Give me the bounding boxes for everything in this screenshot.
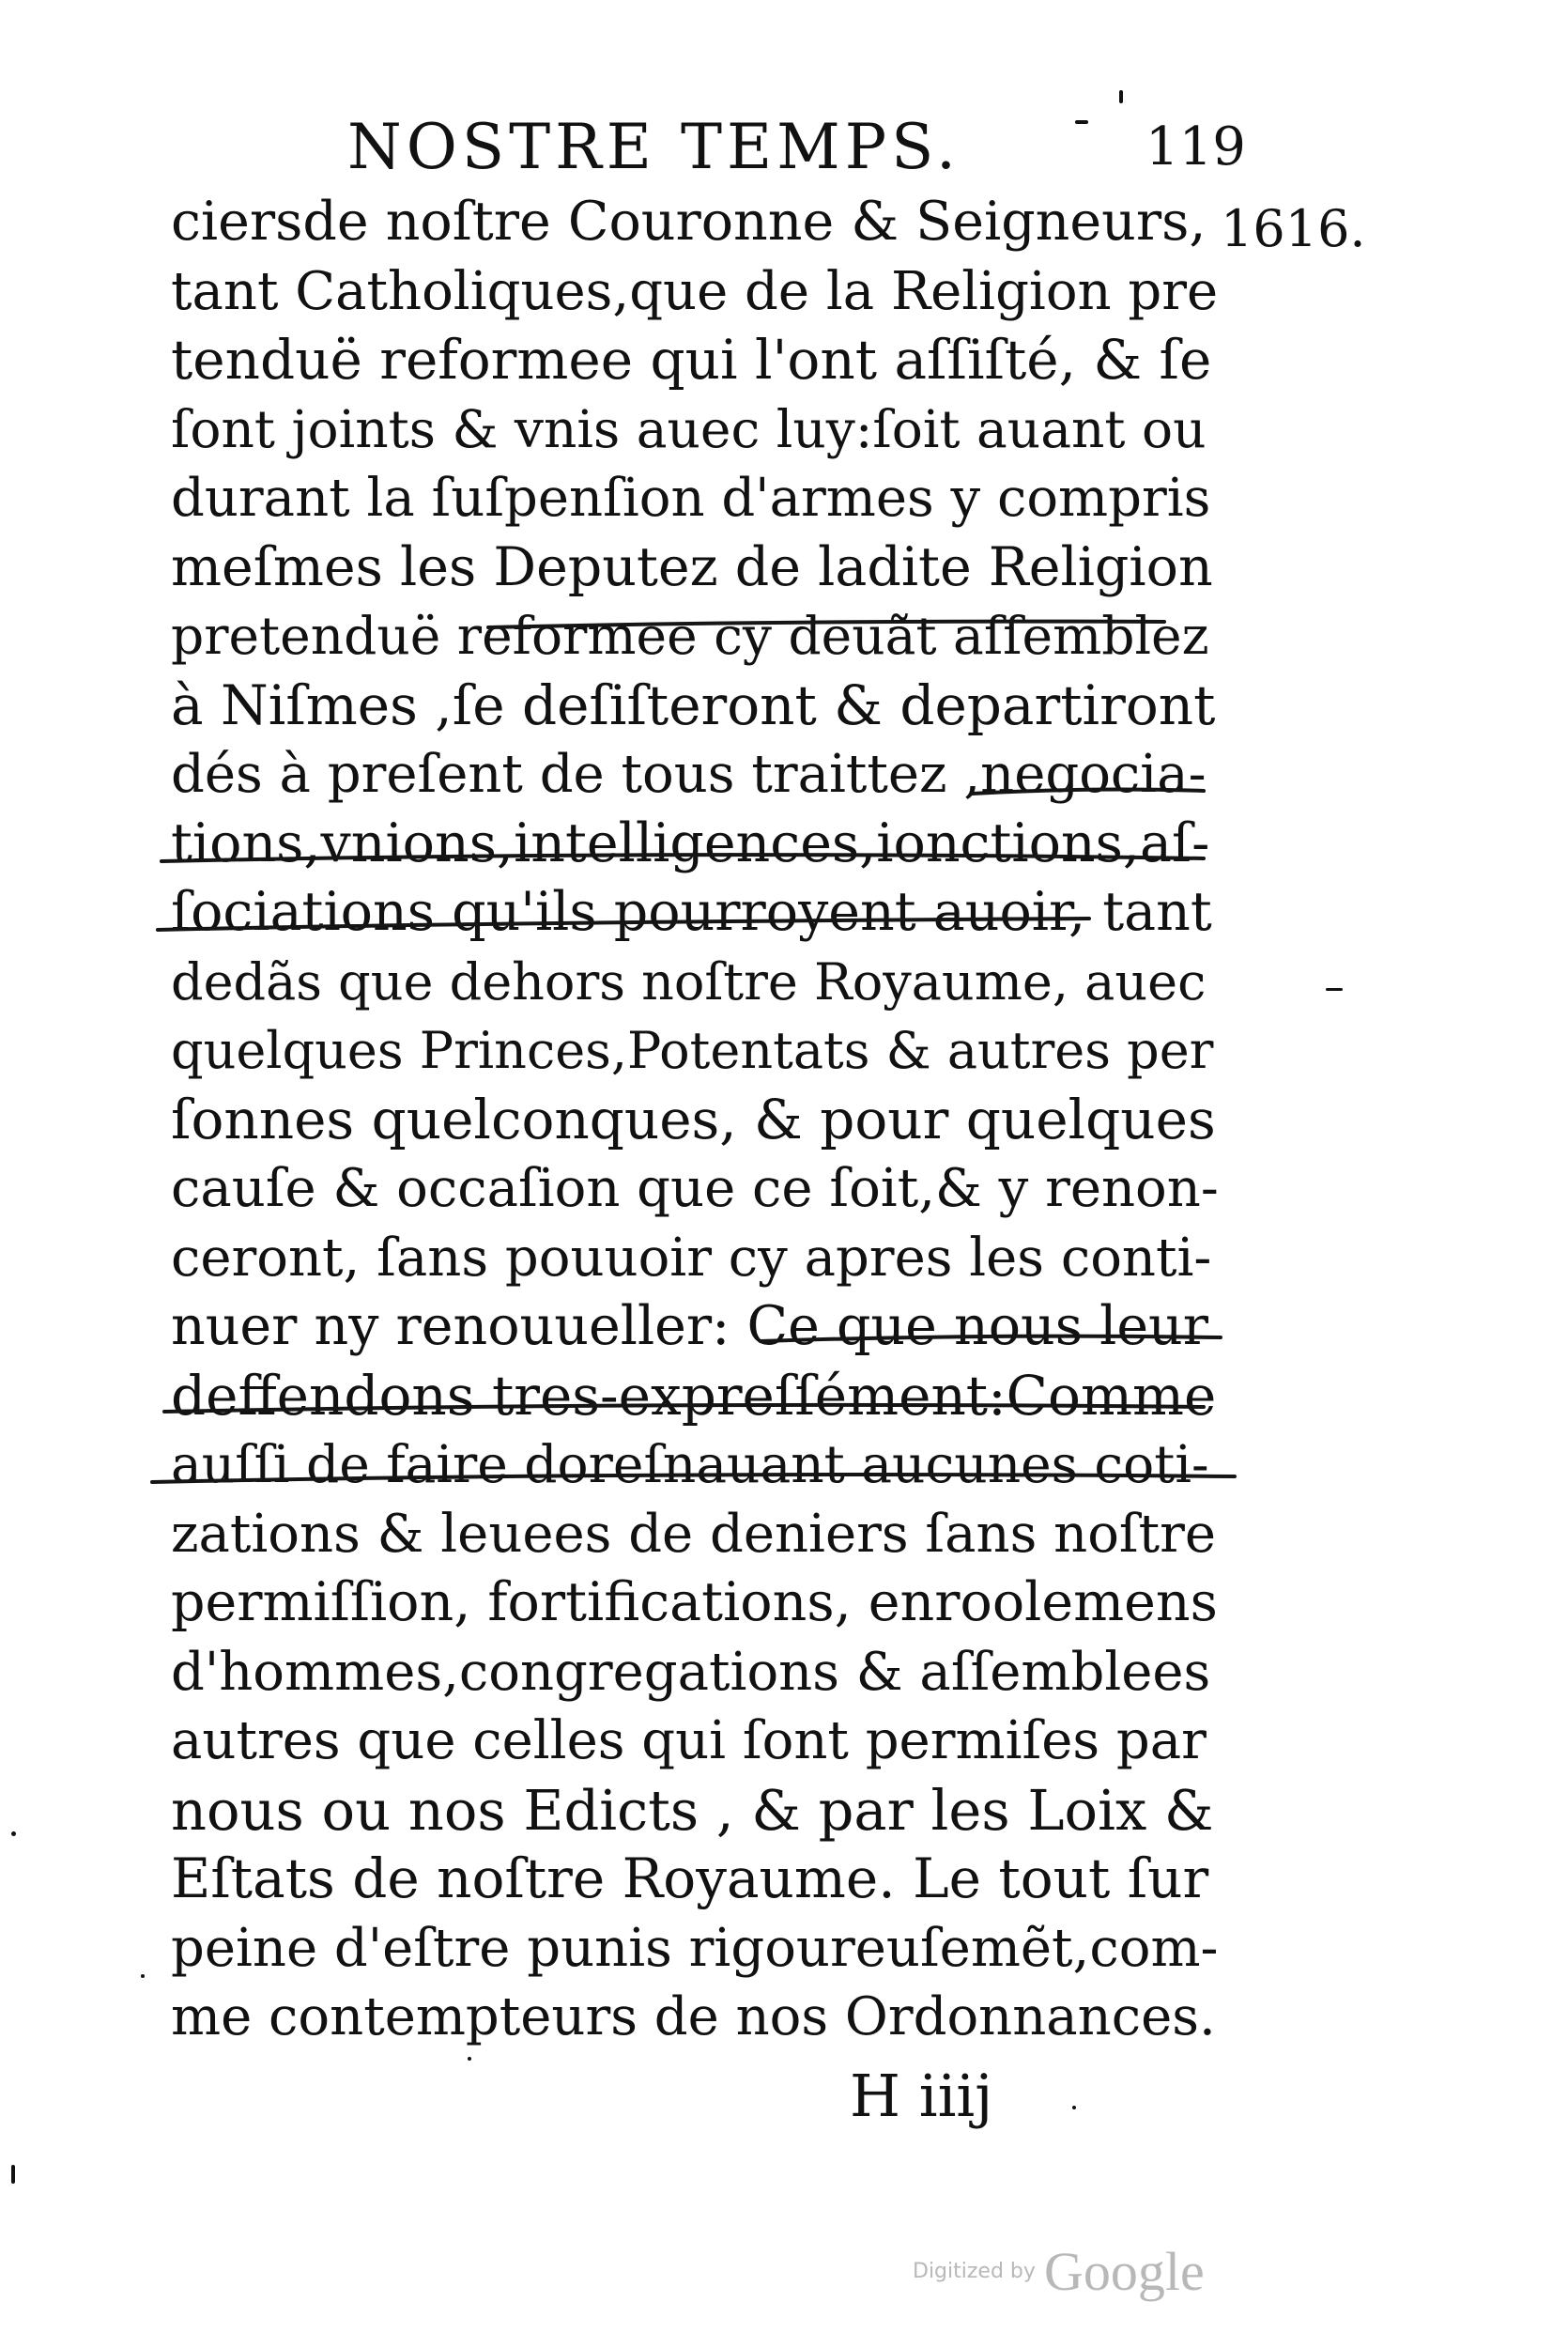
- text-line: ſociations qu'ils pourroyent auoir, tant: [171, 881, 1212, 943]
- text-line: tant Catholiques,que de la Religion pre: [171, 260, 1219, 322]
- text-line: deffendons tres-expreſſément:Comme: [171, 1363, 1217, 1428]
- signature-mark: H iiij: [850, 2062, 993, 2130]
- text-line: Eſtats de noſtre Royaume. Le tout ſur: [171, 1846, 1209, 1910]
- ink-speck: [1072, 2106, 1076, 2109]
- text-line: me contempteurs de nos Ordonnances.: [171, 1986, 1216, 2047]
- text-line: durant la ſuſpenſion d'armes y compris: [171, 468, 1211, 529]
- ink-speck: [468, 2057, 471, 2061]
- text-line: permiſſion, fortifications, enroolemens: [171, 1571, 1218, 1633]
- ink-speck: [1075, 120, 1088, 124]
- text-line: meſmes les Deputez de ladite Religion: [171, 535, 1213, 598]
- watermark-brand: Google: [1044, 2241, 1205, 2302]
- digitization-watermark: [913, 2240, 1205, 2303]
- text-line: d'hommes,congregations & aſſemblees: [171, 1641, 1211, 1703]
- text-line: quelques Princes,Potentats & autres per: [171, 1021, 1214, 1080]
- text-line: tions,vnions,intelligences,ionctions,aſ-: [171, 811, 1210, 874]
- text-line: ſonnes quelconques, & pour quelques: [171, 1087, 1216, 1151]
- text-line: nuer ny renouueller: Ce que nous leur: [171, 1295, 1209, 1357]
- ink-speck: [11, 2165, 15, 2184]
- text-line: cauſe & occaſion que ce ſoit,& y renon-: [171, 1158, 1219, 1219]
- text-line: nous ou nos Edicts , & par les Loix &: [171, 1777, 1214, 1843]
- text-line: tenduë reformee qui l'ont aſſiſté, & ſe: [171, 328, 1212, 392]
- text-line: autres que celles qui ſont permiſes par: [171, 1710, 1207, 1771]
- ink-speck: [11, 1831, 16, 1836]
- margin-year-note: 1616.: [1221, 199, 1366, 258]
- text-line: ciersde noſtre Couronne & Seigneurs,: [171, 191, 1207, 253]
- text-line: zations & leuees de deniers ſans noſtre: [171, 1503, 1217, 1565]
- running-title: NOSTRE TEMPS.: [347, 111, 961, 183]
- text-line: dedãs que dehors noſtre Royaume, auec: [171, 951, 1207, 1012]
- text-line: à Niſmes ,ſe deſiſteront & departiront: [171, 672, 1216, 737]
- watermark-prefix: Digitized by: [913, 2260, 1036, 2283]
- page-number: 119: [1145, 116, 1246, 178]
- text-line: pretenduë reformee cy deuãt aſſemblez: [171, 606, 1209, 666]
- body-text: [171, 188, 1222, 2052]
- text-line: peine d'eſtre punis rigoureuſemẽt,com-: [171, 1917, 1219, 1979]
- text-line: ceront, ſans pouuoir cy apres les conti-: [171, 1227, 1212, 1289]
- page-header: [347, 111, 1246, 195]
- ink-speck: [1119, 90, 1123, 103]
- text-line: dés à preſent de tous traittez ,negocia-: [171, 744, 1207, 805]
- text-line: ſont joints & vnis auec luy:ſoit auant ou: [171, 398, 1207, 459]
- ink-speck: [1326, 988, 1343, 991]
- ink-speck: [141, 1974, 145, 1978]
- text-line: auſſi de faire doreſnauant aucunes coti-: [171, 1434, 1209, 1494]
